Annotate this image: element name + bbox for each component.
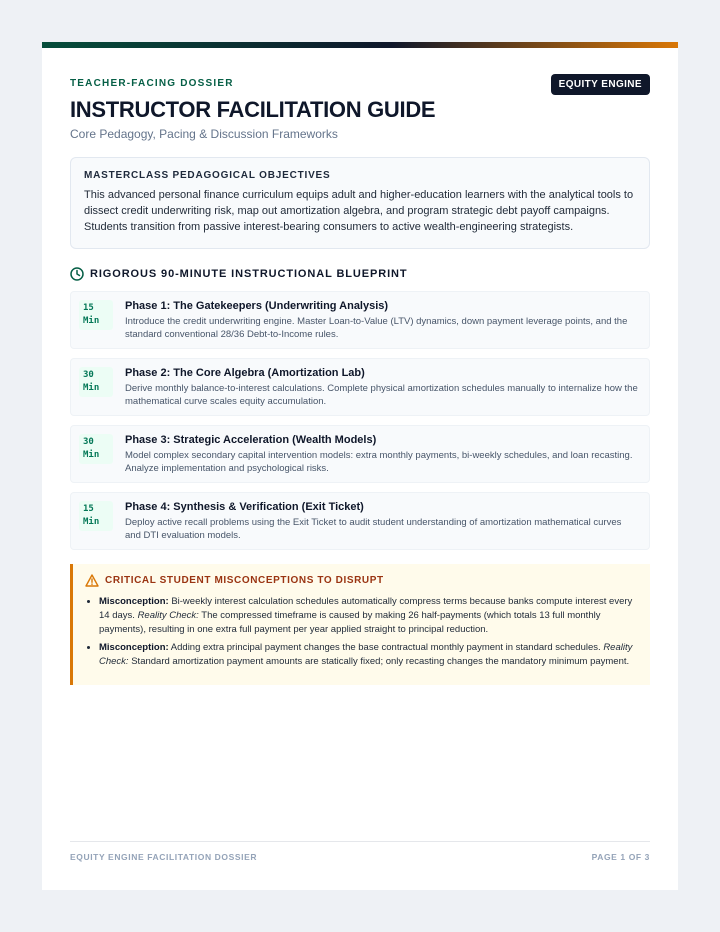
equity-engine-badge: EQUITY ENGINE: [551, 74, 650, 95]
phase-unit: Min: [83, 517, 100, 527]
dossier-kicker: TEACHER-FACING DOSSIER: [70, 78, 234, 89]
misconceptions-title: CRITICAL STUDENT MISCONCEPTIONS TO DISRUPT: [105, 575, 384, 586]
phase-minutes: 15: [83, 303, 94, 313]
phase-title: Phase 2: The Core Algebra (Amortization Lab): [125, 367, 365, 379]
blueprint-heading: [70, 267, 650, 281]
misconception-list: [85, 595, 636, 669]
misconception-item: [99, 641, 636, 669]
misconceptions-heading: [85, 574, 636, 587]
time-chip: [79, 367, 113, 397]
phase-description: Deploy active recall problems using the Exit Ticket to audit student understanding of amortization mathematical curves and DTI evaluation models.: [125, 517, 622, 541]
misconception-label: Misconception:: [99, 596, 169, 607]
phase-card: [70, 358, 650, 416]
phase-card: [70, 425, 650, 483]
time-chip: [79, 434, 113, 464]
page-footer: [70, 841, 650, 862]
phase-title: Phase 1: The Gatekeepers (Underwriting Analysis): [125, 300, 389, 312]
phase-description: Model complex secondary capital intervention models: extra monthly payments, bi-weekly schedules, and loan recasting. Analyze implementation and psychological risks.: [125, 450, 633, 474]
phase-description: Derive monthly balance-to-interest calculations. Complete physical amortization schedules manually to internalize how the mathematical curve scales equity accumulation.: [125, 383, 638, 407]
phase-card: [70, 492, 650, 550]
phase-card: [70, 291, 650, 349]
phase-title: Phase 4: Synthesis & Verification (Exit Ticket): [125, 501, 364, 513]
misconception-label: Misconception:: [99, 642, 169, 653]
footer-doc-name: EQUITY ENGINE FACILITATION DOSSIER: [70, 852, 258, 862]
misconceptions-panel: [70, 564, 650, 685]
objectives-body: This advanced personal finance curriculum equips adult and higher-education learners with the analytical tools to dissect credit underwriting risk, map out amortization algebra, and program strategic debt payoff campaigns. Students transition from passive interest-bearing consumers to active wealth-engineering strategists.: [84, 189, 634, 233]
blueprint-title: RIGOROUS 90-MINUTE INSTRUCTIONAL BLUEPRINT: [90, 268, 408, 280]
phase-minutes: 15: [83, 504, 94, 514]
clock-icon: [70, 267, 84, 281]
misconception-text: Bi-weekly interest calculation schedules automatically compress terms because banks compute interest every 14 days.: [99, 596, 633, 621]
page-title: INSTRUCTOR FACILITATION GUIDE: [70, 97, 436, 122]
page-number: PAGE 1 OF 3: [591, 852, 650, 862]
phase-description: Introduce the credit underwriting engine. Master Loan-to-Value (LTV) dynamics, down payment leverage points, and the standard conventional 28/36 Debt-to-Income rules.: [125, 316, 628, 340]
phase-list: [70, 291, 650, 550]
phase-unit: Min: [83, 316, 100, 326]
page-header: [70, 78, 650, 141]
gradient-top-bar: [42, 42, 678, 48]
misconception-text: Adding extra principal payment changes the base contractual monthly payment in standard schedules.: [170, 642, 601, 653]
reality-check-label: Reality Check:: [99, 642, 633, 667]
objectives-panel: [70, 157, 650, 249]
phase-unit: Min: [83, 383, 100, 393]
phase-minutes: 30: [83, 437, 94, 447]
reality-check-text: The compressed timeframe is caused by making 26 half-payments (which totals 13 full monthly payments), resulting in one extra full payment per year applied straight to principal reduction.: [99, 610, 601, 635]
time-chip: [79, 300, 113, 330]
phase-title: Phase 3: Strategic Acceleration (Wealth Models): [125, 434, 377, 446]
reality-check-text: Standard amortization payment amounts are statically fixed; only recasting changes the mandatory minimum payment.: [131, 656, 630, 667]
warning-triangle-icon: [85, 574, 99, 587]
misconception-item: [99, 595, 636, 637]
time-chip: [79, 501, 113, 531]
page-subtitle: Core Pedagogy, Pacing & Discussion Frameworks: [70, 127, 338, 141]
objectives-title: MASTERCLASS PEDAGOGICAL OBJECTIVES: [84, 170, 331, 181]
phase-minutes: 30: [83, 370, 94, 380]
reality-check-label: Reality Check:: [137, 610, 199, 621]
phase-unit: Min: [83, 450, 100, 460]
dossier-page: [42, 42, 678, 890]
